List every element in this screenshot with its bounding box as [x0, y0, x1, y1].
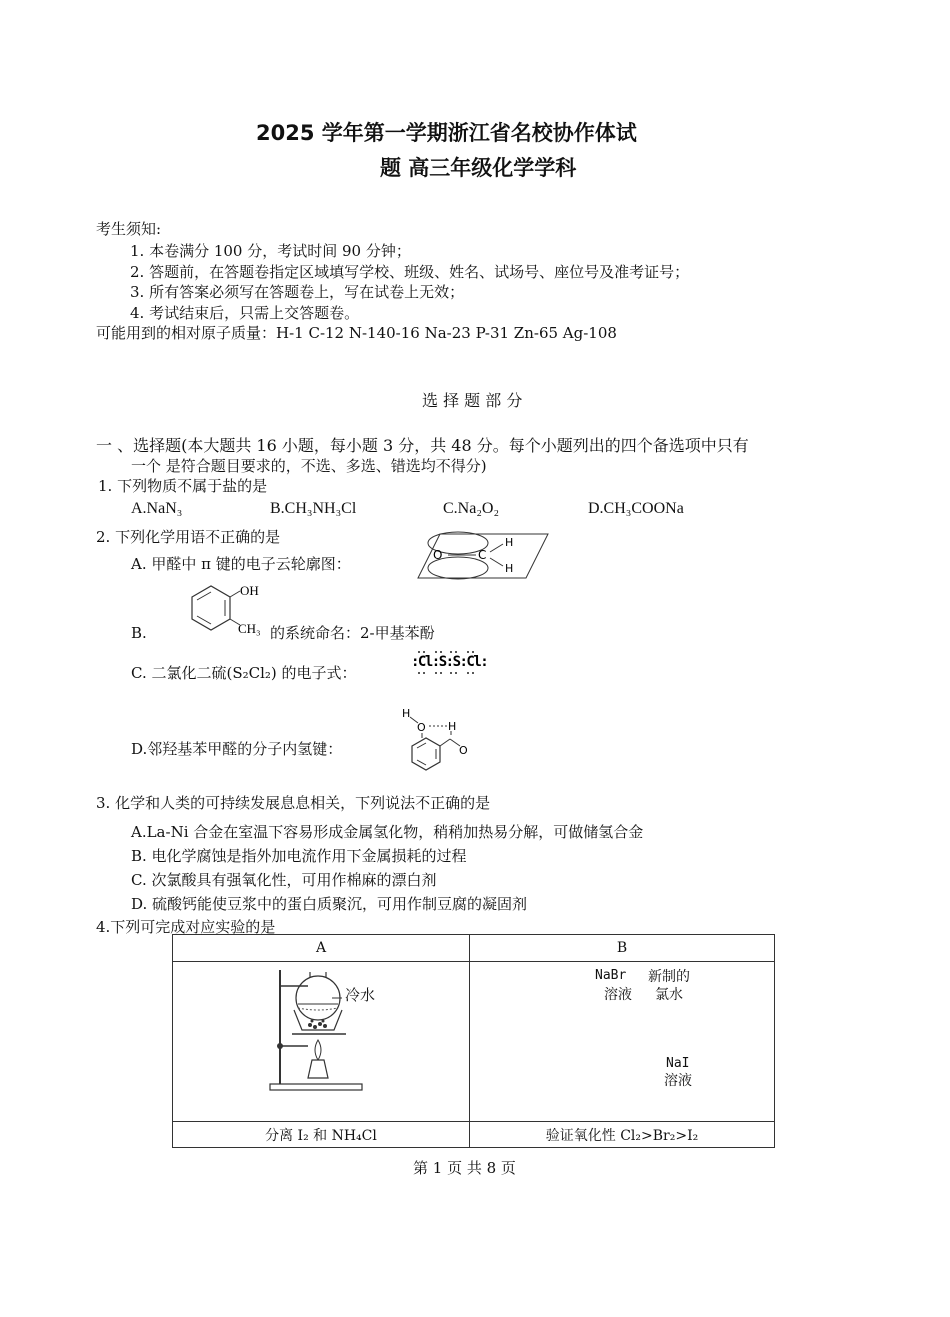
- q3-option-c: C. 次氯酸具有强氧化性，可用作棉麻的漂白剂: [131, 871, 437, 889]
- notice-item-4: 4. 考试结束后，只需上交答题卷。: [130, 304, 360, 322]
- col-header-a: A: [173, 935, 470, 962]
- q2-option-b-text: 的系统命名：2-甲基苯酚: [270, 624, 435, 642]
- page-title-line1: 2025 学年第一学期浙江省名校协作体试: [256, 121, 637, 145]
- page-number: 第 1 页 共 8 页: [413, 1159, 516, 1177]
- nabr-label: NaBr: [595, 968, 627, 983]
- nai-label: NaI: [666, 1056, 690, 1071]
- q2-option-d: D.邻羟基苯甲醛的分子内氢键：: [131, 740, 343, 758]
- atomic-masses: 可能用到的相对原子质量：H-1 C-12 N-140-16 Na-23 P-31 Zn-65 Ag-108: [96, 324, 617, 342]
- formaldehyde-pi-bond-figure: [400, 528, 550, 582]
- q3-option-a: A.La-Ni 合金在室温下容易形成金属氢化物，稍稍加热易分解，可做储氢合金: [131, 823, 644, 841]
- nabr-solution-label: 溶液: [604, 987, 632, 1003]
- q4-stem: 4.下列可完成对应实验的是: [96, 918, 276, 936]
- q2-stem: 2. 下列化学用语不正确的是: [96, 528, 281, 546]
- hb-o-label-1: O: [417, 721, 426, 734]
- cell-a-figure: [173, 962, 470, 1122]
- notice-heading: 考生须知:: [96, 220, 162, 238]
- fresh-label: 新制的: [648, 969, 690, 985]
- methylphenol-structure: [178, 583, 261, 640]
- q1-option-b: B.CH₃NH₃Cl: [270, 500, 357, 517]
- cell-b-figure: [470, 962, 775, 1122]
- oh-label: OH: [240, 583, 259, 598]
- q2-option-a: A. 甲醛中 π 键的电子云轮廓图：: [131, 555, 351, 573]
- page-title-line2: 题 高三年级化学学科: [380, 156, 577, 180]
- ch3-label: CH₃: [238, 621, 261, 636]
- fig-o-label: O: [433, 548, 443, 562]
- col-header-b: B: [470, 935, 775, 962]
- fig-c-label: C: [478, 548, 487, 562]
- q1-stem: 1. 下列物质不属于盐的是: [98, 477, 268, 495]
- section-intro-line2: 一个 是符合题目要求的，不选、多选、错选均不得分): [131, 457, 487, 475]
- s2cl2-text: :Cl:S:S:Cl:: [411, 654, 488, 670]
- notice-item-1: 1. 本卷满分 100 分，考试时间 90 分钟；: [130, 242, 411, 260]
- q1-option-d: D.CH₃COONa: [588, 500, 684, 517]
- salicylaldehyde-hbond-structure: [400, 703, 480, 775]
- section-intro-line1: 一 、选择题(本大题共 16 小题，每小题 3 分，共 48 分。每个小题列出的四个备选项中只有: [96, 436, 749, 455]
- experiment-table: [172, 934, 775, 1148]
- hb-h-label-2: H: [448, 720, 457, 733]
- notice-item-2: 2. 答题前，在答题卷指定区域填写学校、班级、姓名、试场号、座位号及准考证号；: [130, 263, 690, 281]
- nai-solution-label: 溶液: [664, 1073, 692, 1089]
- q3-stem: 3. 化学和人类的可持续发展息息相关，下列说法不正确的是: [96, 794, 491, 812]
- q1-option-a: A.NaN₃: [131, 500, 183, 517]
- q2-option-b-label: B.: [131, 624, 147, 642]
- q3-option-d: D. 硫酸钙能使豆浆中的蛋白质聚沉，可用作制豆腐的凝固剂: [131, 895, 528, 913]
- q3-option-b: B. 电化学腐蚀是指外加电流作用下金属损耗的过程: [131, 847, 467, 865]
- fig-h-label-2: H: [505, 562, 514, 575]
- s2cl2-electron-formula: [410, 648, 486, 678]
- caption-b: 验证氧化性 Cl₂>Br₂>I₂: [470, 1122, 775, 1148]
- notice-item-3: 3. 所有答案必须写在答题卷上，写在试卷上无效；: [130, 283, 465, 301]
- q1-option-c: C.Na₂O₂: [443, 500, 500, 517]
- q2-option-c: C. 二氯化二硫(S₂Cl₂) 的电子式：: [131, 664, 357, 682]
- section-title: 选 择 题 部 分: [422, 391, 523, 410]
- hb-o-label-2: O: [459, 744, 468, 757]
- caption-a: 分离 I₂ 和 NH₄Cl: [173, 1122, 470, 1148]
- cold-water-label: 冷水: [345, 986, 376, 1004]
- chlorine-water-label: 氯水: [655, 987, 683, 1003]
- fig-h-label-1: H: [505, 536, 514, 549]
- hb-h-label-1: H: [402, 707, 411, 720]
